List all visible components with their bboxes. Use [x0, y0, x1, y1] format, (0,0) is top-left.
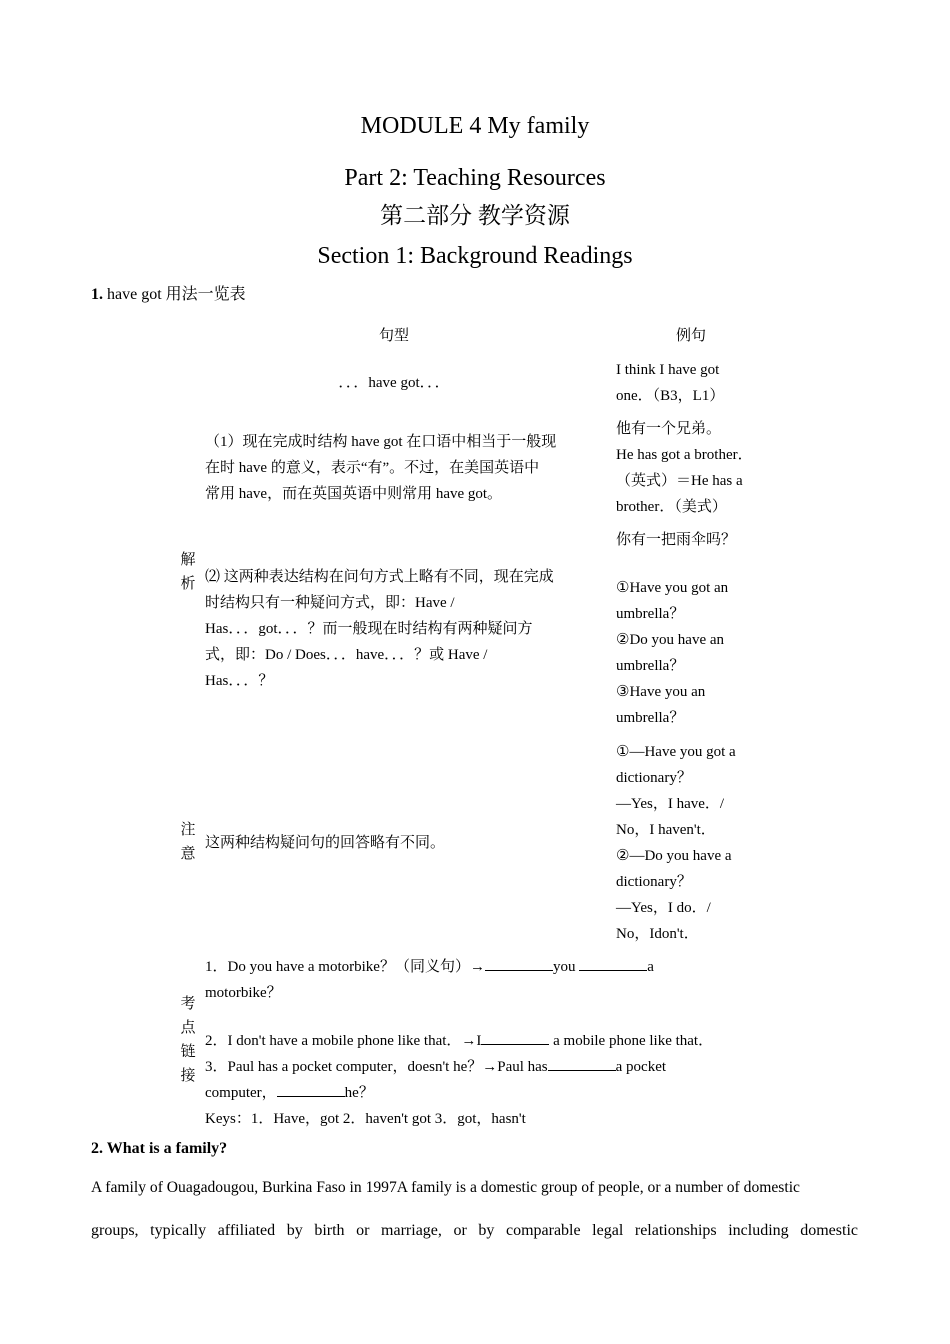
analysis1-text [205, 429, 605, 507]
note-text: 这两种结构疑问句的回答略有不同。 [205, 835, 446, 851]
label-char: 点 [180, 1020, 196, 1036]
example-line: —Yes，I do．/ [616, 900, 711, 916]
header-pattern: 句型 [378, 328, 409, 344]
section1-number: 1. [91, 286, 103, 303]
q3-text: a pocket [615, 1059, 667, 1075]
example-line: dictionary？ [616, 770, 692, 786]
example-line: No，I haven't． [616, 822, 716, 838]
example-line: ①—Have you got a [616, 744, 736, 760]
example-line: —Yes，I have．/ [616, 796, 725, 812]
example-line: （英式）＝He has a [616, 473, 743, 489]
section2-paragraph-line: A family of Ouagadougou, Burkina Faso in 1997A family is a domestic group of people, or a number of domestic [91, 1179, 800, 1196]
example-line: 他有一个兄弟。 [616, 421, 722, 437]
question-1 [205, 954, 785, 980]
example-line: No，Idon't． [616, 926, 699, 942]
q1-text: 1．Do you have a motorbike？（同义句）→ [205, 959, 485, 975]
analysis1-example [616, 416, 786, 520]
test-label [177, 992, 199, 1088]
answer-blank [579, 956, 647, 971]
text-line: （1）现在完成时结构 have got 在口语中相当于一般现 [205, 434, 557, 450]
module-title: MODULE 4 My family [360, 113, 590, 139]
example-line: dictionary？ [616, 874, 692, 890]
text-line: 时结构只有一种疑问方式，即：Have / [205, 595, 455, 611]
section2-heading: 2. What is a family? [91, 1140, 228, 1157]
text-line: ⑵ 这两种表达结构在问句方式上略有不同，现在完成 [205, 569, 554, 585]
part-title: Part 2: Teaching Resources [344, 165, 606, 191]
example-line: He has got a brother． [616, 447, 753, 463]
section-title: Section 1: Background Readings [317, 243, 633, 269]
example-line: umbrella？ [616, 710, 685, 726]
question-3-cont [205, 1080, 785, 1106]
q3-text: he？ [344, 1085, 374, 1101]
section2-paragraph-line: groups, typically affiliated by birth or marriage, or by comparable legal relationships including domestic [91, 1222, 858, 1239]
analysis-label [177, 548, 199, 596]
example-line: ②Do you have an [616, 632, 725, 648]
section1-heading-text: have got 用法一览表 [107, 286, 246, 303]
section1-heading [91, 285, 246, 305]
pattern-example [616, 357, 786, 409]
spacer [205, 1006, 785, 1028]
label-char: 析 [180, 576, 196, 592]
note-example [616, 739, 786, 947]
example-line: umbrella？ [616, 658, 685, 674]
spacer [616, 553, 786, 575]
label-char: 解 [180, 552, 196, 568]
answer-blank [481, 1030, 549, 1045]
q3-text: 3．Paul has a pocket computer，doesn't he？→Paul has [205, 1059, 548, 1075]
test-questions [205, 954, 785, 1132]
analysis2-example [616, 527, 786, 731]
example-line: ①Have you got an [616, 580, 729, 596]
question-2 [205, 1028, 785, 1054]
label-char: 意 [180, 846, 196, 862]
example-line: ②—Do you have a [616, 848, 732, 864]
example-line: ③Have you an [616, 684, 706, 700]
example-line: one．（B3，L1） [616, 388, 725, 404]
header-example: 例句 [675, 328, 706, 344]
q1-text: a [647, 959, 654, 975]
answer-blank [548, 1056, 616, 1071]
answer-blank [485, 956, 553, 971]
example-line: umbrella？ [616, 606, 685, 622]
example-line: 你有一把雨伞吗？ [616, 532, 737, 548]
pattern-cell: ．．．have got．．． [338, 375, 450, 391]
note-label [177, 818, 199, 866]
answer-blank [277, 1082, 345, 1097]
text-line: 在时 have 的意义，表示“有”。不过，在美国英语中 [205, 460, 540, 476]
text-line: 常用 have，而在英国英语中则常用 have got。 [205, 486, 503, 502]
question-1-cont: motorbike？ [205, 985, 282, 1001]
q3-text: computer， [205, 1085, 277, 1101]
text-line: Has．．．got．．．？而一般现在时结构有两种疑问方 [205, 621, 533, 637]
text-line: Has．．．？ [205, 673, 274, 689]
label-char: 注 [180, 822, 196, 838]
part-title-chinese: 第二部分 教学资源 [380, 203, 570, 228]
q2-text: 2．I don't have a mobile phone like that．→I [205, 1033, 482, 1049]
label-char: 接 [180, 1068, 196, 1084]
question-3 [205, 1054, 785, 1080]
label-char: 考 [180, 996, 196, 1012]
example-line: I think I have got [616, 362, 720, 378]
text-line: 式，即：Do / Does．．．have．．．？或 Have / [205, 647, 488, 663]
label-char: 链 [180, 1044, 196, 1060]
answer-keys: Keys：1．Have，got 2．haven't got 3．got，hasn't [205, 1111, 526, 1127]
q1-text: you [552, 959, 576, 975]
q2-text: a mobile phone like that． [553, 1033, 714, 1049]
analysis2-text [205, 564, 615, 694]
example-line: brother．（美式） [616, 499, 727, 515]
